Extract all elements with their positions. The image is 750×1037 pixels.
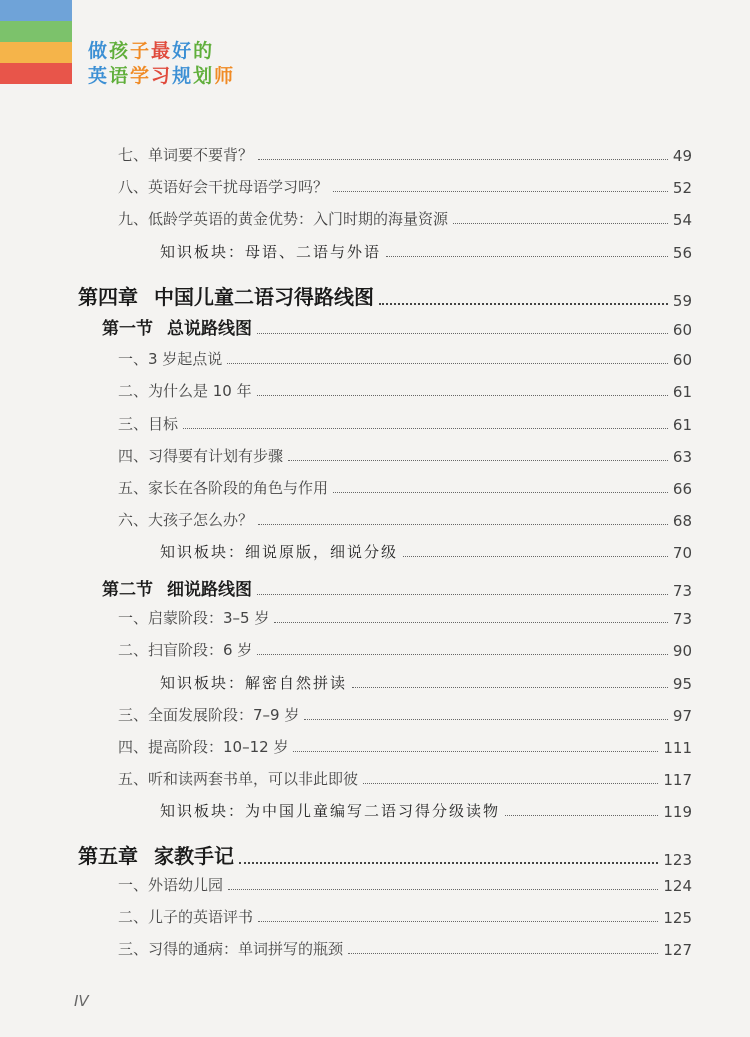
toc-entry-text: 家教手记 [154, 844, 234, 868]
toc-entry-title [118, 176, 328, 197]
toc-entry-title [118, 607, 269, 628]
toc-entry-title [118, 413, 178, 434]
toc-entry-title [102, 314, 252, 339]
toc-page-number: 95 [672, 675, 692, 693]
dot-leader [257, 395, 668, 396]
toc-entry-title [118, 445, 283, 466]
dot-leader [505, 815, 658, 816]
toc-entry-text: 知识板块：解密自然拼读 [160, 674, 348, 692]
toc-entry-title [118, 736, 288, 757]
toc-entry-text: 四、提高阶段：10–12 岁 [118, 738, 289, 756]
toc-entry-text: 三、全面发展阶段：7–9 岁 [118, 706, 300, 724]
toc-page-number: 73 [672, 610, 692, 628]
toc-entry-title [118, 144, 253, 165]
dot-leader [274, 622, 668, 623]
logo-line-1: 做孩子最好的 [88, 40, 215, 62]
dot-leader [352, 687, 668, 688]
toc-entry-text: 五、家长在各阶段的角色与作用 [118, 479, 329, 497]
toc-entry-text: 二、扫盲阶段：6 岁 [118, 641, 253, 659]
logo-line-2: 英语学习规划师 [88, 65, 236, 87]
toc-item-row[interactable] [118, 445, 692, 466]
toc-entry-title [118, 380, 252, 401]
toc-note-row[interactable] [160, 672, 692, 693]
toc-item-row[interactable] [118, 477, 692, 498]
toc-entry-text: 九、低龄学英语的黄金优势：入门时期的海量资源 [118, 210, 449, 228]
toc-item-row[interactable] [118, 639, 692, 660]
toc-entry-number: 第一节 [102, 319, 153, 339]
toc-entry-text: 一、启蒙阶段：3–5 岁 [118, 609, 270, 627]
dot-leader [288, 460, 668, 461]
toc-item-row[interactable] [118, 704, 692, 725]
toc-page-number: 60 [672, 321, 692, 339]
toc-chapter-row[interactable] [78, 281, 692, 310]
toc-page-number: 54 [672, 211, 692, 229]
toc-item-row[interactable] [118, 348, 692, 369]
toc-page-number: 49 [672, 147, 692, 165]
dot-leader [403, 556, 668, 557]
toc-item-row[interactable] [118, 208, 692, 229]
toc-item-row[interactable] [118, 509, 692, 530]
dot-leader [183, 428, 668, 429]
toc-page-number: 66 [672, 480, 692, 498]
dot-leader [258, 921, 658, 922]
toc-entry-title [160, 800, 500, 821]
toc-item-row[interactable] [118, 144, 692, 165]
toc-entry-title [118, 906, 253, 927]
toc-item-row[interactable] [118, 413, 692, 434]
toc-page-number: 63 [672, 448, 692, 466]
toc-entry-text: 三、习得的通病：单词拼写的瓶颈 [118, 940, 344, 958]
stripe-blue [0, 0, 72, 21]
dot-leader [333, 492, 668, 493]
toc-entry-title [118, 348, 222, 369]
toc-page-number: 123 [663, 851, 692, 869]
toc-entry-title [160, 241, 381, 262]
toc-entry-title [118, 768, 358, 789]
toc-entry-title [118, 509, 253, 530]
toc-item-row[interactable] [118, 768, 692, 789]
toc-page-number: 117 [663, 771, 692, 789]
toc-page-number: 56 [672, 244, 692, 262]
toc-entry-title [118, 938, 343, 959]
dot-leader [257, 333, 668, 334]
toc-entry-text: 总说路线图 [167, 319, 252, 339]
toc-page-number: 59 [672, 292, 692, 310]
toc-entry-text: 二、儿子的英语评书 [118, 908, 254, 926]
toc-entry-text: 知识板块：细说原版，细说分级 [160, 543, 399, 561]
toc-entry-title [102, 575, 252, 600]
dot-leader [293, 751, 658, 752]
toc-entry-title [78, 281, 374, 310]
toc-entry-number: 第四章 [78, 285, 138, 309]
toc-entry-text: 三、目标 [118, 415, 179, 433]
dot-leader [257, 654, 668, 655]
toc-entry-text: 细说路线图 [167, 580, 252, 600]
toc-entry-text: 知识板块：母语、二语与外语 [160, 243, 382, 261]
dot-leader [258, 159, 668, 160]
toc-entry-text: 八、英语好会干扰母语学习吗？ [118, 178, 329, 196]
dot-leader [304, 719, 668, 720]
toc-entry-title [160, 672, 347, 693]
dot-leader [386, 256, 668, 257]
toc-note-row[interactable] [160, 800, 692, 821]
toc-page-number: 61 [672, 383, 692, 401]
toc-note-row[interactable] [160, 241, 692, 262]
toc-page-number: 52 [672, 179, 692, 197]
toc-page-number: 68 [672, 512, 692, 530]
toc-item-row[interactable] [118, 906, 692, 927]
toc-entry-title [118, 639, 252, 660]
toc-entry-text: 四、习得要有计划有步骤 [118, 447, 284, 465]
toc-page-number: 125 [663, 909, 692, 927]
toc-page-number: 60 [672, 351, 692, 369]
dot-leader [363, 783, 658, 784]
toc-page-number: 70 [672, 544, 692, 562]
toc-item-row[interactable] [118, 607, 692, 628]
toc-page-number: 111 [663, 739, 692, 757]
toc-item-row[interactable] [118, 938, 692, 959]
toc-page-number: 90 [672, 642, 692, 660]
toc-item-row[interactable] [118, 380, 692, 401]
toc-entry-title [118, 874, 223, 895]
toc-page-number: 73 [672, 582, 692, 600]
toc-entry-text: 一、外语幼儿园 [118, 876, 224, 894]
toc-entry-text: 二、为什么是 10 年 [118, 382, 252, 400]
toc-page-number: 127 [663, 941, 692, 959]
toc-page-number: 97 [672, 707, 692, 725]
toc-page-number: 61 [672, 416, 692, 434]
toc-note-row[interactable] [160, 541, 692, 562]
toc-entry-number: 第五章 [78, 844, 138, 868]
toc-item-row[interactable] [118, 874, 692, 895]
stripe-red [0, 63, 72, 84]
toc-entry-text: 中国儿童二语习得路线图 [154, 285, 374, 309]
toc-item-row[interactable] [118, 176, 692, 197]
dot-leader [348, 953, 658, 954]
toc-page-number: 119 [663, 803, 692, 821]
dot-leader [453, 223, 668, 224]
stripe-orange [0, 42, 72, 63]
color-stripes [0, 0, 72, 84]
toc-entry-title [118, 477, 328, 498]
toc-chapter-row[interactable] [78, 840, 692, 869]
toc-entry-title [160, 541, 398, 562]
stripe-green [0, 21, 72, 42]
dot-leader [379, 303, 668, 305]
series-logo [88, 36, 235, 88]
toc-page-number: 124 [663, 877, 692, 895]
dot-leader [227, 363, 668, 364]
toc-section-row[interactable] [102, 314, 692, 339]
toc-section-row[interactable] [102, 575, 692, 600]
toc-entry-number: 第二节 [102, 580, 153, 600]
page-number: IV [74, 992, 89, 1010]
toc-item-row[interactable] [118, 736, 692, 757]
toc-entry-title [78, 840, 234, 869]
toc-entry-text: 五、听和读两套书单，可以非此即彼 [118, 770, 359, 788]
dot-leader [239, 862, 658, 864]
toc-entry-text: 六、大孩子怎么办？ [118, 511, 254, 529]
dot-leader [257, 594, 668, 595]
dot-leader [258, 524, 668, 525]
dot-leader [333, 191, 668, 192]
toc-entry-text: 知识板块：为中国儿童编写二语习得分级读物 [160, 802, 501, 820]
dot-leader [228, 889, 658, 890]
toc-entry-title [118, 208, 448, 229]
toc-entry-text: 一、3 岁起点说 [118, 350, 223, 368]
toc-entry-title [118, 704, 299, 725]
toc-entry-text: 七、单词要不要背？ [118, 146, 254, 164]
